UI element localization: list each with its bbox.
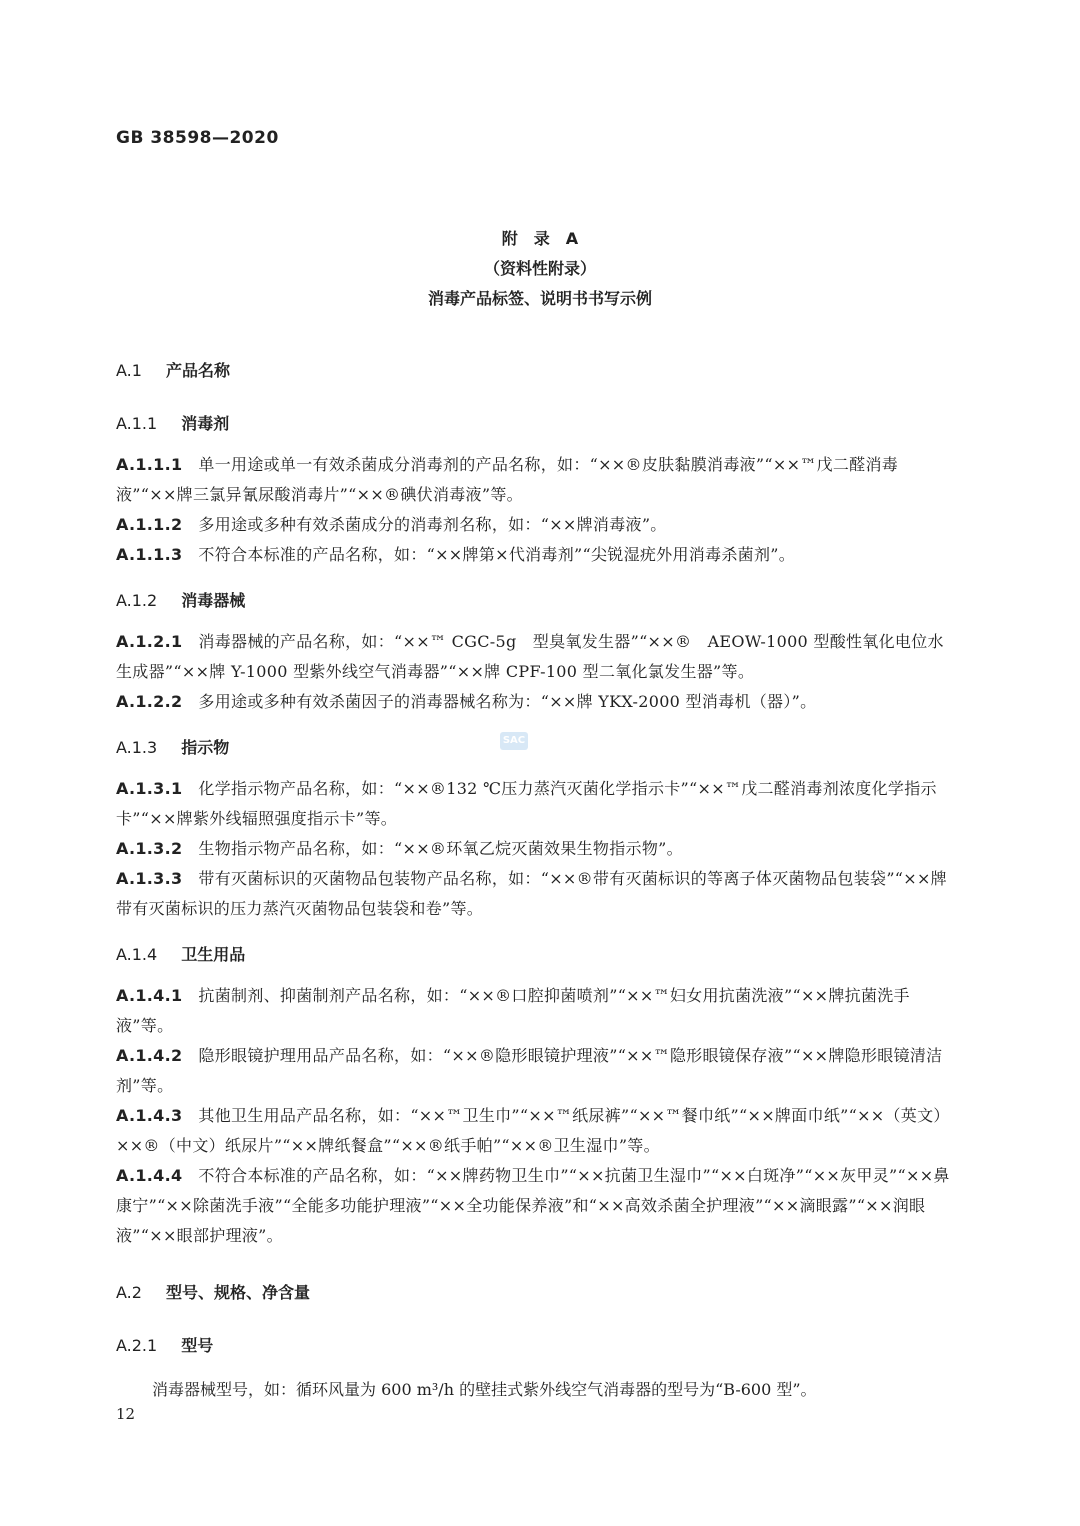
watermark-logo: SAC [500,732,528,750]
model-example-paragraph: 消毒器械型号，如：循环风量为 600 m³/h 的壁挂式紫外线空气消毒器的型号为“B-600 型”。 [152,1380,817,1399]
clause-paragraph: A.1.3.3 带有灭菌标识的灭菌物品包装物产品名称，如：“××®带有灭菌标识的等离子体灭菌物品包装袋”“××牌带有灭菌标识的压力蒸汽灭菌物品包装袋和卷”等。 [116,869,947,918]
section-heading: A.1.4 卫生用品 [116,945,246,964]
clause-paragraph: A.1.3.1 化学指示物产品名称，如：“××®132 ℃压力蒸汽灭菌化学指示卡”“××™戊二醛消毒剂浓度化学指示卡”“××牌紫外线辐照强度指示卡”等。 [116,779,937,828]
section-heading: A.1.3 指示物 [116,738,230,757]
appendix-title: 附 录 A [501,229,579,248]
appendix-type: （资料性附录） [483,259,596,278]
clause-paragraph: A.1.4.4 不符合本标准的产品名称，如：“××牌药物卫生巾”“××抗菌卫生湿巾”“××白斑净”“××灰甲灵”“××鼻康宁”“××除菌洗手液”“全能多功能护理液”“××全功能保养液”和“××高效杀菌全护理液”“××滴眼露”“××润眼液”“××眼部护理液”。 [116,1166,950,1245]
clause-paragraph: A.1.2.2 多用途或多种有效杀菌因子的消毒器械名称为：“××牌 YKX-2000 型消毒机（器）”。 [116,692,817,711]
clause-paragraph: A.1.1.1 单一用途或单一有效杀菌成分消毒剂的产品名称，如：“××®皮肤黏膜消毒液”“××™戊二醛消毒液”“××牌三氯异氰尿酸消毒片”“××®碘伏消毒液”等。 [116,455,899,504]
appendix-subtitle: 消毒产品标签、说明书书写示例 [427,289,652,308]
section-heading: A.2.1 型号 [116,1336,214,1355]
clause-paragraph: A.1.1.2 多用途或多种有效杀菌成分的消毒剂名称，如：“××牌消毒液”。 [116,515,667,534]
document-standard-number: GB 38598—2020 [116,128,279,148]
clause-paragraph: A.1.4.3 其他卫生用品产品名称，如：“××™卫生巾”“××™纸尿裤”“××™餐巾纸”“××牌面巾纸”“××（英文）××®（中文）纸尿片”“××牌纸餐盒”“××®纸手帕”“××®卫生湿巾”等。 [116,1106,950,1155]
clause-paragraph: A.1.4.2 隐形眼镜护理用品产品名称，如：“××®隐形眼镜护理液”“××™隐形眼镜保存液”“××牌隐形眼镜清洁剂”等。 [116,1046,943,1095]
clause-paragraph: A.1.1.3 不符合本标准的产品名称，如：“××牌第×代消毒剂”“尖锐湿疣外用消毒杀菌剂”。 [116,545,796,564]
section-heading: A.1 产品名称 [116,361,230,380]
section-heading: A.1.1 消毒剂 [116,414,230,433]
section-heading: A.1.2 消毒器械 [116,591,246,610]
clause-paragraph: A.1.4.1 抗菌制剂、抑菌制剂产品名称，如：“××®口腔抑菌喷剂”“××™妇女用抗菌洗液”“××牌抗菌洗手液”等。 [116,986,910,1035]
page-number: 12 [116,1405,136,1423]
section-heading: A.2 型号、规格、净含量 [116,1283,310,1302]
clause-paragraph: A.1.2.1 消毒器械的产品名称，如：“××™ CGC-5g 型臭氧发生器”“××® AEOW-1000 型酸性氧化电位水生成器”“××牌 Y-1000 型紫外线空气消毒器”“××牌 CPF-100 型二氧化氯发生器”等。 [116,632,944,681]
clause-paragraph: A.1.3.2 生物指示物产品名称，如：“××®环氧乙烷灭菌效果生物指示物”。 [116,839,683,858]
